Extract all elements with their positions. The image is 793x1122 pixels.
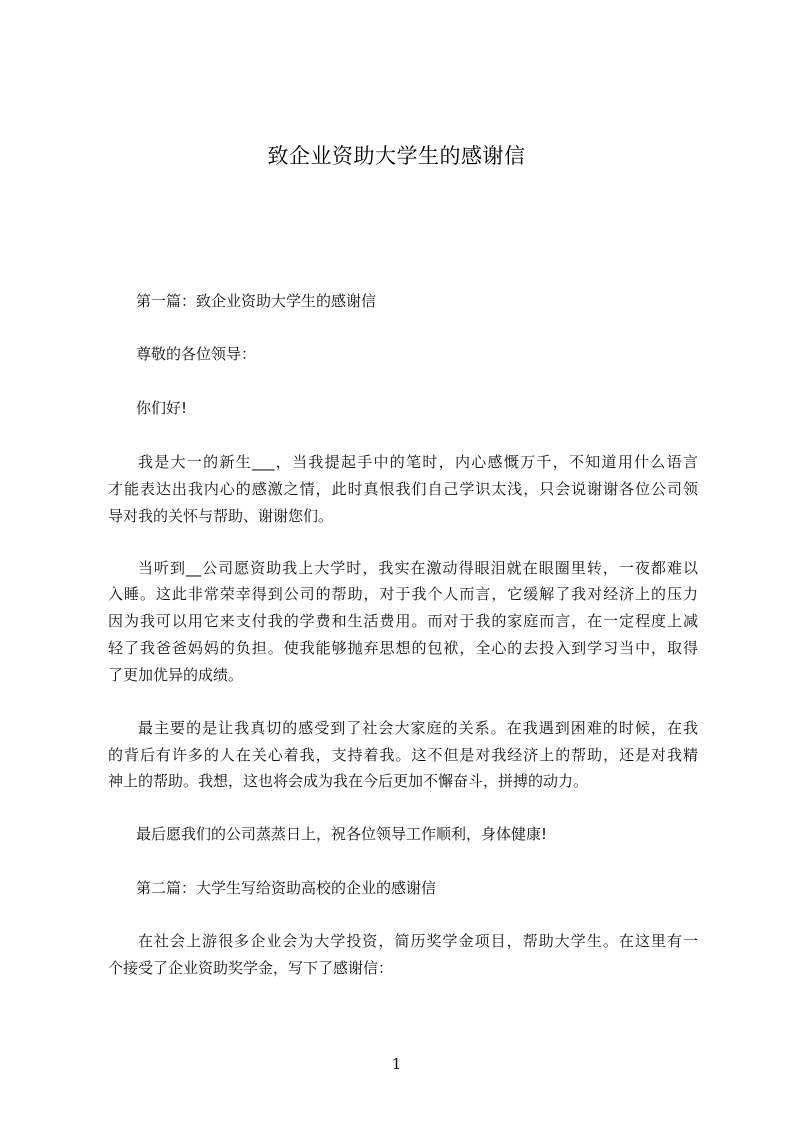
paragraph-line: 因为我可以用它来支付我的学费和生活费用。而对于我的家庭而言，在一定程度上减 [108,612,698,630]
paragraph-line: 最主要的是让我真切的感受到了社会大家庭的关系。在我遇到困难的时候，在我 [138,719,698,737]
page-number: 1 [391,1055,402,1073]
paragraph-line: 当听到__公司愿资助我上大学时，我实在激动得眼泪就在眼圈里转，一夜都难以 [138,559,698,577]
paragraph-line: 导对我的关怀与帮助、谢谢您们。 [108,507,334,525]
paragraph-line: 的背后有许多的人在关心着我，支持着我。这不但是对我经济上的帮助，还是对我精 [108,746,698,764]
paragraph-line: 在社会上游很多企业会为大学投资，简历奖学金项目，帮助大学生。在这里有一 [138,932,698,950]
paragraph-line: 我是大一的新生___，当我提起手中的笔时，内心感慨万千，不知道用什么语言 [138,453,698,471]
paragraph-line: 入睡。这此非常荣幸得到公司的帮助，对于我个人而言，它缓解了我对经济上的压力 [108,585,698,603]
paragraph-line: 轻了我爸爸妈妈的负担。使我能够抛弃思想的包袱，全心的去投入到学习当中，取得 [108,639,698,657]
section-heading-1: 第一篇：致企业资助大学生的感谢信 [136,292,377,310]
greeting: 你们好! [136,399,188,417]
paragraph-line: 才能表达出我内心的感激之情，此时真恨我们自己学识太浅，只会说谢谢各位公司领 [108,480,698,498]
section-heading-2: 第二篇：大学生写给资助高校的企业的感谢信 [136,879,437,897]
document-title: 致企业资助大学生的感谢信 [267,144,526,168]
paragraph-line: 个接受了企业资助奖学金，写下了感谢信： [108,959,394,977]
salutation: 尊敬的各位领导： [136,345,257,363]
paragraph-line: 了更加优异的成绩。 [108,666,244,684]
closing-line: 最后愿我们的公司蒸蒸日上，祝各位领导工作顺利，身体健康! [136,825,548,843]
paragraph-line: 神上的帮助。我想，这也将会成为我在今后更加不懈奋斗，拼搏的动力。 [108,772,589,790]
